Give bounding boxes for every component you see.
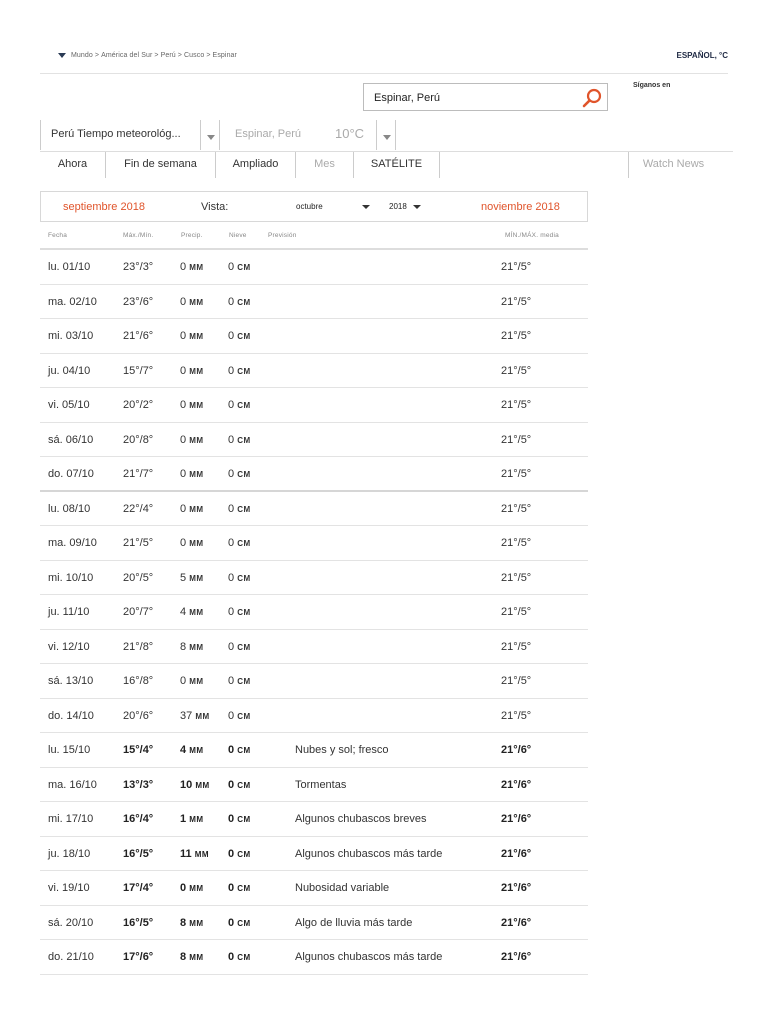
watch-news-link[interactable]: Watch News (628, 152, 718, 178)
caret-down-icon (413, 205, 421, 209)
row-precip (180, 606, 204, 618)
table-row[interactable] (40, 423, 588, 458)
row-snow-value: 0 (228, 330, 235, 342)
year-select[interactable] (379, 197, 429, 217)
row-snow-unit: CM (237, 504, 251, 514)
row-precip-value: 10 (180, 778, 193, 791)
header-avg: MÍN./MÁX. media (505, 232, 559, 239)
table-row[interactable] (40, 250, 588, 285)
row-snow-unit: CM (237, 470, 251, 479)
row-date: do. 21/10 (48, 951, 94, 963)
row-precip-unit: MM (189, 642, 204, 652)
row-precip-value: 0 (180, 295, 187, 308)
row-snow-unit: CM (237, 366, 251, 376)
row-maxmin: 20°/8° (123, 433, 154, 446)
row-snow (228, 296, 251, 308)
row-precip-unit: MM (189, 608, 204, 617)
row-date: do. 07/10 (48, 468, 94, 480)
row-snow-unit: CM (237, 780, 251, 790)
row-forecast: Algunos chubascos más tarde (295, 951, 443, 963)
row-snow-value: 0 (228, 295, 235, 308)
location-dropdown-row (40, 120, 400, 150)
row-snow-unit: CM (237, 332, 251, 341)
row-snow-value: 0 (228, 675, 235, 687)
row-snow-unit: CM (237, 746, 251, 755)
row-avg: 21°/5° (501, 571, 532, 584)
row-precip-value: 0 (180, 882, 187, 894)
row-snow (228, 399, 251, 411)
row-date: ma. 09/10 (48, 537, 97, 549)
header-maxmin: Máx./Mín. (123, 232, 154, 239)
breadcrumb-separator: > (206, 52, 211, 59)
row-avg: 21°/5° (501, 330, 532, 342)
breadcrumb (58, 52, 237, 59)
row-precip-unit: MM (189, 953, 204, 962)
row-maxmin: 15°/7° (123, 364, 154, 377)
header-date: Fecha (48, 232, 68, 239)
header-divider (40, 73, 728, 74)
row-precip-value: 0 (180, 468, 187, 480)
row-precip (180, 365, 204, 377)
table-row[interactable] (40, 354, 588, 389)
chevron-down-icon (207, 135, 215, 140)
row-forecast: Nubosidad variable (295, 882, 390, 894)
row-snow (228, 641, 251, 653)
row-snow-unit: CM (237, 539, 251, 548)
row-snow (228, 951, 251, 963)
row-snow (228, 606, 251, 618)
row-maxmin: 16°/4° (123, 813, 154, 825)
row-precip (180, 503, 204, 515)
row-precip-unit: MM (189, 918, 204, 928)
row-precip-value: 0 (180, 537, 187, 549)
category-dropdown-toggle[interactable] (200, 120, 220, 150)
month-navigation (40, 191, 588, 222)
table-header (40, 226, 588, 248)
row-snow-value: 0 (228, 537, 235, 549)
row-avg: 21°/6° (501, 916, 532, 929)
row-snow-value: 0 (228, 364, 235, 377)
row-precip (180, 641, 204, 653)
row-snow-value: 0 (228, 951, 235, 963)
row-maxmin: 17°/4° (123, 882, 154, 894)
row-snow-value: 0 (228, 606, 235, 618)
table-body (40, 250, 588, 975)
tab-mes[interactable]: Mes (295, 152, 353, 178)
row-date: sá. 20/10 (48, 916, 94, 929)
row-precip (180, 537, 204, 549)
row-snow-value: 0 (228, 778, 235, 791)
row-snow (228, 744, 251, 756)
month-select[interactable] (296, 197, 376, 217)
row-precip-value: 11 (180, 847, 192, 860)
row-snow (228, 710, 251, 722)
row-date: vi. 12/10 (48, 640, 90, 653)
row-precip-unit: MM (189, 435, 204, 445)
row-avg: 21°/5° (501, 537, 532, 549)
view-label: Vista: (201, 201, 229, 213)
row-date: ju. 04/10 (48, 364, 91, 377)
row-snow-value: 0 (228, 744, 235, 756)
row-precip-value: 4 (180, 744, 187, 756)
breadcrumb-item[interactable]: Mundo (71, 52, 93, 59)
table-row[interactable] (40, 871, 588, 906)
search-box[interactable] (363, 83, 608, 111)
row-date: lu. 01/10 (48, 261, 91, 273)
location-dropdown-label: Espinar, Perú (235, 128, 302, 140)
row-precip-unit: MM (189, 573, 204, 583)
row-precip (180, 675, 204, 687)
row-forecast: Algunos chubascos breves (295, 813, 427, 825)
row-date: ma. 02/10 (48, 295, 97, 308)
table-row[interactable] (40, 457, 588, 492)
row-precip-value: 8 (180, 951, 187, 963)
row-snow-value: 0 (228, 916, 235, 929)
row-precip (180, 951, 204, 963)
table-row[interactable] (40, 664, 588, 699)
table-row[interactable] (40, 768, 588, 803)
breadcrumb-item[interactable]: Perú (160, 52, 176, 59)
row-snow (228, 779, 251, 791)
row-snow-unit: CM (237, 608, 251, 617)
row-precip (180, 744, 204, 756)
category-dropdown-label: Perú Tiempo meteorológ... (51, 128, 181, 140)
row-snow (228, 468, 251, 480)
row-avg: 21°/6° (501, 882, 532, 894)
row-snow-unit: CM (237, 263, 251, 272)
table-row[interactable] (40, 940, 588, 975)
row-snow (228, 675, 251, 687)
row-avg: 21°/5° (501, 295, 532, 308)
row-avg: 21°/5° (501, 709, 532, 722)
row-maxmin: 21°/5° (123, 537, 154, 549)
row-precip-unit: MM (189, 746, 204, 755)
breadcrumb-separator: > (154, 52, 159, 59)
row-precip (180, 572, 204, 584)
row-snow-value: 0 (228, 847, 235, 860)
row-precip-value: 0 (180, 433, 187, 446)
row-maxmin: 20°/2° (123, 399, 154, 411)
language-units-selector[interactable]: ESPAÑOL, °C (676, 51, 728, 60)
row-precip-unit: MM (189, 401, 204, 410)
row-avg: 21°/6° (501, 951, 532, 963)
row-maxmin: 20°/6° (123, 709, 154, 722)
row-snow (228, 848, 251, 860)
row-snow-value: 0 (228, 571, 235, 584)
row-date: ma. 16/10 (48, 778, 97, 791)
row-date: vi. 19/10 (48, 882, 90, 894)
row-maxmin: 22°/4° (123, 502, 154, 515)
row-date: mi. 10/10 (48, 571, 94, 584)
row-precip-value: 1 (180, 813, 187, 825)
row-snow-unit: CM (237, 849, 251, 859)
search-icon[interactable] (581, 87, 603, 114)
tab-fin-de-semana[interactable]: Fin de semana (105, 152, 215, 178)
header-precip: Precip. (181, 232, 203, 239)
row-precip-value: 0 (180, 330, 187, 342)
row-snow-value: 0 (228, 882, 235, 894)
table-row[interactable] (40, 802, 588, 837)
row-snow-value: 0 (228, 399, 235, 411)
row-snow (228, 917, 251, 929)
row-avg: 21°/5° (501, 606, 532, 618)
row-precip (180, 917, 204, 929)
row-avg: 21°/5° (501, 364, 532, 377)
table-row[interactable] (40, 906, 588, 941)
caret-down-icon (362, 205, 370, 209)
row-avg: 21°/5° (501, 640, 532, 653)
row-precip-value: 4 (180, 606, 187, 618)
triangle-down-icon[interactable] (58, 53, 66, 58)
table-row[interactable] (40, 699, 588, 734)
row-snow-unit: CM (237, 918, 251, 928)
row-avg: 21°/5° (501, 261, 532, 273)
row-maxmin: 16°/8° (123, 675, 154, 687)
breadcrumb-item[interactable]: Cusco (184, 52, 205, 59)
row-maxmin: 21°/8° (123, 640, 154, 653)
location-dropdown-toggle[interactable] (376, 120, 396, 150)
month-select-value: octubre (296, 202, 323, 211)
row-precip (180, 882, 204, 894)
row-avg: 21°/5° (501, 399, 532, 411)
row-snow-unit: CM (237, 297, 251, 307)
row-date: ju. 11/10 (48, 606, 90, 618)
row-snow-unit: CM (237, 435, 251, 445)
row-avg: 21°/6° (501, 744, 532, 756)
row-precip-unit: MM (189, 297, 204, 307)
row-date: do. 14/10 (48, 709, 94, 722)
row-date: sá. 13/10 (48, 675, 94, 687)
follow-us-label: Síganos en (633, 82, 671, 89)
row-maxmin: 17°/6° (123, 951, 154, 963)
row-snow (228, 572, 251, 584)
row-forecast: Algo de lluvia más tarde (295, 916, 413, 929)
breadcrumb-item[interactable]: América del Sur (101, 52, 153, 59)
row-precip (180, 848, 209, 860)
row-snow-value: 0 (228, 813, 235, 825)
previous-month-link[interactable]: septiembre 2018 (63, 201, 145, 213)
breadcrumb-separator: > (94, 52, 100, 59)
row-precip-unit: MM (189, 815, 204, 824)
row-snow (228, 330, 251, 342)
row-maxmin: 23°/6° (123, 295, 154, 308)
row-precip-unit: MM (189, 263, 204, 272)
row-precip (180, 468, 204, 480)
row-maxmin: 20°/5° (123, 571, 154, 584)
row-snow (228, 882, 251, 894)
tab-ahora[interactable]: Ahora (57, 158, 88, 170)
row-precip-value: 0 (180, 675, 187, 687)
current-temperature: 10°C (335, 126, 365, 141)
table-row[interactable] (40, 526, 588, 561)
header-forecast: Previsión (268, 232, 297, 239)
row-precip (180, 813, 204, 825)
row-snow-value: 0 (228, 502, 235, 515)
row-avg: 21°/5° (501, 468, 532, 480)
row-precip-value: 0 (180, 399, 187, 411)
row-precip-unit: MM (189, 539, 204, 548)
row-avg: 21°/5° (501, 502, 532, 515)
row-snow-value: 0 (228, 709, 235, 722)
row-precip-unit: MM (189, 366, 204, 376)
row-precip (180, 399, 204, 411)
row-forecast: Algunos chubascos más tarde (295, 847, 443, 860)
row-maxmin: 13°/3° (123, 778, 154, 791)
row-date: lu. 08/10 (48, 502, 91, 515)
row-precip-unit: MM (195, 780, 210, 790)
category-dropdown[interactable] (40, 120, 200, 150)
row-precip-unit: MM (194, 849, 210, 859)
row-precip-unit: MM (195, 711, 210, 721)
row-precip-unit: MM (189, 504, 204, 514)
row-precip-value: 0 (180, 261, 187, 273)
row-snow-unit: CM (237, 815, 251, 824)
row-snow-unit: CM (237, 711, 251, 721)
row-snow-unit: CM (237, 677, 251, 686)
table-row[interactable] (40, 595, 588, 630)
row-snow (228, 537, 251, 549)
row-snow-unit: CM (237, 573, 251, 583)
row-snow (228, 813, 251, 825)
row-precip (180, 296, 204, 308)
row-precip (180, 710, 210, 722)
row-precip-unit: MM (189, 677, 204, 686)
row-maxmin: 20°/7° (123, 606, 154, 618)
row-precip (180, 434, 204, 446)
row-snow (228, 365, 251, 377)
row-date: sá. 06/10 (48, 433, 94, 446)
breadcrumb-item[interactable]: Espinar (212, 52, 237, 59)
row-snow (228, 261, 251, 273)
table-row[interactable] (40, 492, 588, 527)
row-avg: 21°/6° (501, 813, 532, 825)
row-snow-value: 0 (228, 433, 235, 446)
row-snow (228, 434, 251, 446)
next-month-link[interactable]: noviembre 2018 (481, 201, 560, 213)
location-dropdown[interactable] (220, 120, 376, 150)
row-snow-unit: CM (237, 953, 251, 962)
row-maxmin: 21°/7° (123, 468, 154, 480)
row-avg: 21°/5° (501, 433, 532, 446)
row-precip-value: 8 (180, 640, 187, 653)
row-avg: 21°/5° (501, 675, 532, 687)
row-forecast: Tormentas (295, 778, 347, 791)
table-row[interactable] (40, 630, 588, 665)
row-maxmin: 16°/5° (123, 916, 154, 929)
row-precip-unit: MM (189, 470, 204, 479)
row-snow (228, 503, 251, 515)
row-precip-unit: MM (189, 884, 204, 893)
table-row[interactable] (40, 733, 588, 768)
tab-ampliado[interactable]: Ampliado (215, 152, 295, 178)
row-precip-value: 5 (180, 571, 187, 584)
row-maxmin: 15°/4° (123, 744, 154, 756)
table-row[interactable] (40, 837, 588, 872)
row-precip (180, 261, 204, 273)
row-date: vi. 05/10 (48, 399, 90, 411)
table-row[interactable] (40, 285, 588, 320)
row-snow-unit: CM (237, 642, 251, 652)
breadcrumb-separator: > (177, 52, 182, 59)
row-snow-unit: CM (237, 401, 251, 410)
row-forecast: Nubes y sol; fresco (295, 744, 389, 756)
header-snow: Nieve (229, 232, 247, 239)
row-precip-value: 0 (180, 502, 187, 515)
row-date: ju. 18/10 (48, 847, 91, 860)
row-date: mi. 17/10 (48, 813, 94, 825)
row-precip-value: 37 (180, 709, 193, 722)
row-precip-value: 8 (180, 916, 187, 929)
row-snow-value: 0 (228, 261, 235, 273)
row-date: lu. 15/10 (48, 744, 91, 756)
row-maxmin: 16°/5° (123, 847, 154, 860)
row-avg: 21°/6° (501, 847, 532, 860)
table-row[interactable] (40, 561, 588, 596)
row-snow-unit: CM (237, 884, 251, 893)
table-row[interactable] (40, 388, 588, 423)
chevron-down-icon (383, 135, 391, 140)
row-maxmin: 23°/3° (123, 261, 154, 273)
row-maxmin: 21°/6° (123, 330, 154, 342)
row-date: mi. 03/10 (48, 330, 94, 342)
row-snow-value: 0 (228, 640, 235, 653)
row-precip-unit: MM (189, 332, 204, 341)
table-row[interactable] (40, 319, 588, 354)
row-precip (180, 779, 210, 791)
search-input[interactable]: Espinar, Perú (374, 92, 441, 104)
year-select-value: 2018 (389, 202, 407, 211)
row-avg: 21°/6° (501, 778, 532, 791)
row-precip (180, 330, 204, 342)
row-snow-value: 0 (228, 468, 235, 480)
row-precip-value: 0 (180, 364, 187, 377)
tab-satelite[interactable]: SATÉLITE (353, 152, 440, 178)
